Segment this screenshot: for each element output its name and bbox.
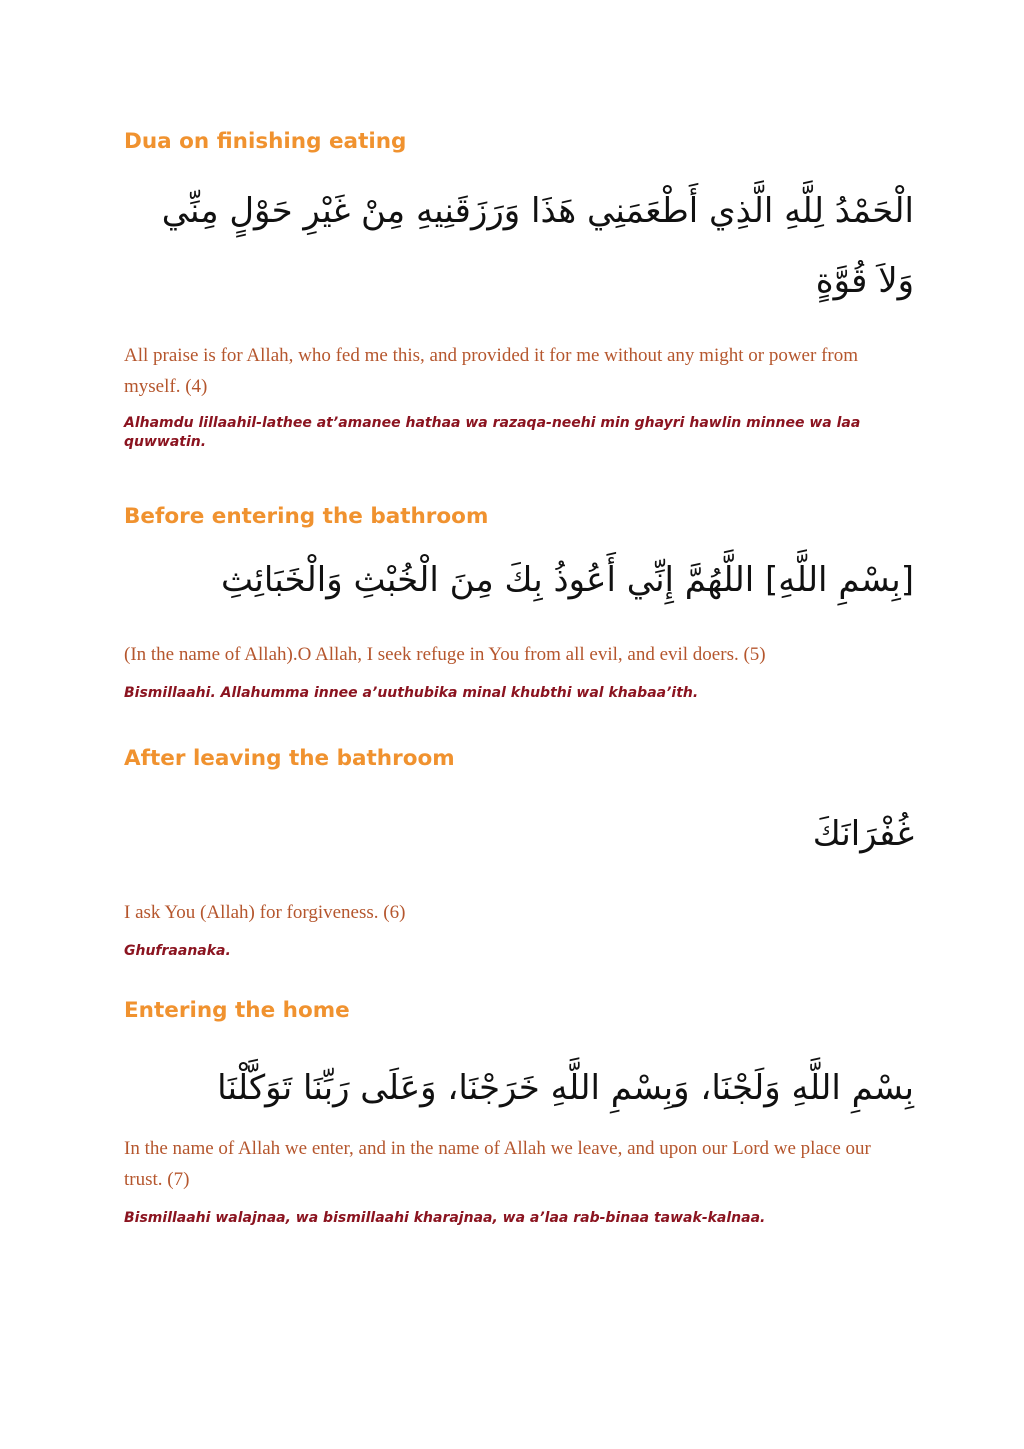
dua-section-after-bathroom <box>124 745 914 961</box>
arabic-dua-text: غُفْرَانَكَ <box>812 814 914 854</box>
english-translation: I ask You (Allah) for forgiveness. (6) <box>124 902 406 923</box>
arabic-dua-text: الْحَمْدُ لِلَّهِ الَّذِي أَطْعَمَنِي هَذَا وَرَزَقَنِيهِ مِنْ غَيْرِ حَوْلٍ مِنِّي وَلاَ قُوَّةٍ <box>161 191 914 301</box>
section-heading: Before entering the bathroom <box>124 504 489 529</box>
english-translation: In the name of Allah we enter, and in the name of Allah we leave, and upon our Lord we place our trust. (7) <box>124 1138 871 1190</box>
english-translation: (In the name of Allah).O Allah, I seek refuge in You from all evil, and evil doers. (5) <box>124 644 766 665</box>
dua-section-before-bathroom <box>124 503 914 703</box>
transliteration: Bismillaahi walajnaa, wa bismillaahi kharajnaa, wa a’laa rab-binaa tawak-kalnaa. <box>124 1210 766 1226</box>
dua-section-entering-home <box>124 997 914 1228</box>
section-heading: Entering the home <box>124 998 350 1023</box>
transliteration: Ghufraanaka. <box>124 943 231 959</box>
english-translation: All praise is for Allah, who fed me this, and provided it for me without any might or power from myself. (4) <box>124 345 858 397</box>
transliteration: Alhamdu lillaahil-lathee at’amanee hathaa wa razaqa-neehi min ghayri hawlin minnee wa laa quwwatin. <box>124 415 861 450</box>
section-heading: Dua on finishing eating <box>124 129 407 154</box>
dua-section-finishing-eating <box>124 128 914 452</box>
arabic-dua-text: [بِسْمِ اللَّهِ] اللَّهُمَّ إِنِّي أَعُوذُ بِكَ مِنَ الْخُبْثِ وَالْخَبَائِثِ <box>221 560 914 600</box>
arabic-dua-text: بِسْمِ اللَّهِ وَلَجْنَا، وَبِسْمِ اللَّهِ خَرَجْنَا، وَعَلَى رَبِّنَا تَوَكَّلْنَا <box>217 1068 914 1108</box>
transliteration: Bismillaahi. Allahumma innee a’uuthubika minal khubthi wal khabaa’ith. <box>124 685 699 701</box>
section-heading: After leaving the bathroom <box>124 746 455 771</box>
